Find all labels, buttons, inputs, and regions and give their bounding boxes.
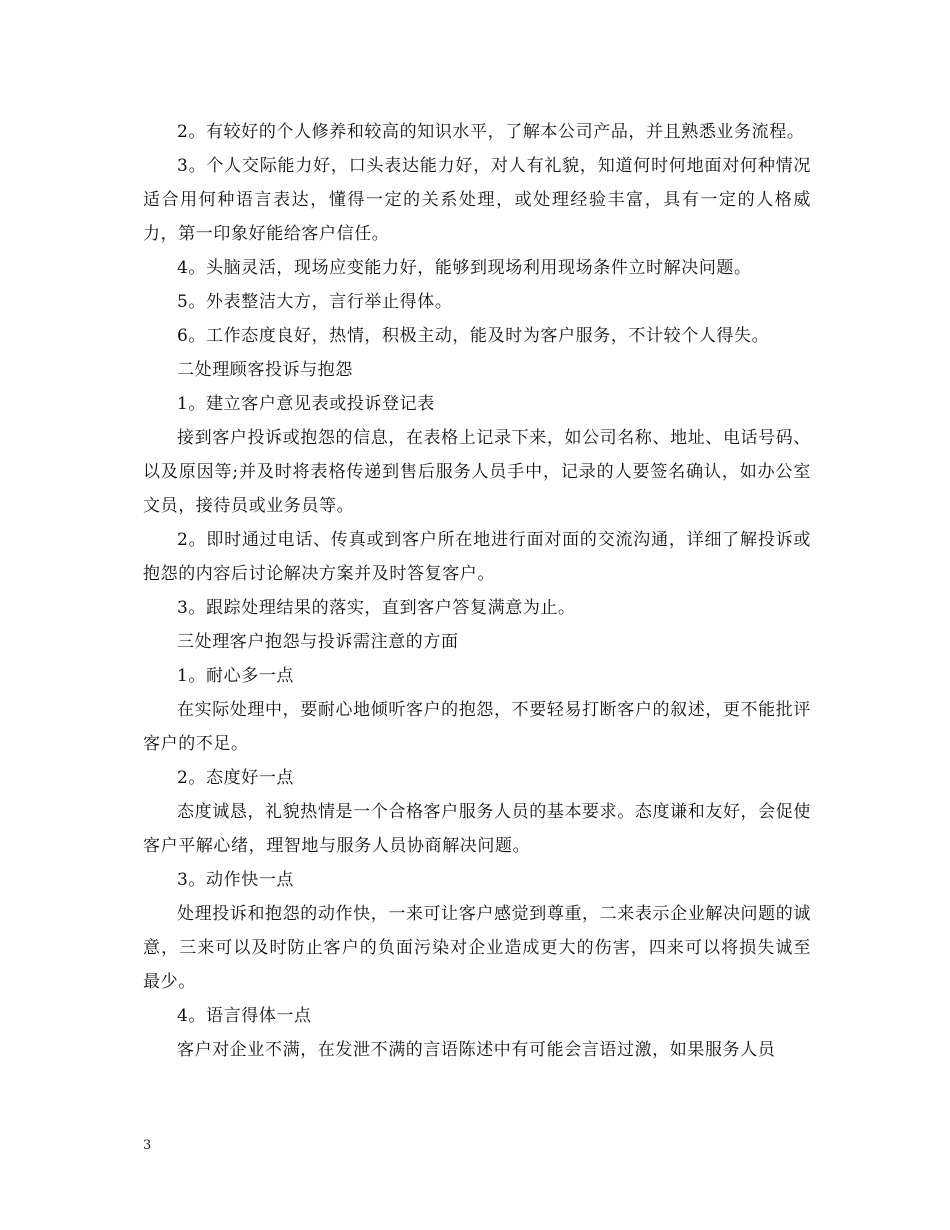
paragraph: 态度诚恳，礼貌热情是一个合格客户服务人员的基本要求。态度谦和友好，会促使客户平解心绪，理智地与服务人员协商解决问题。 <box>143 802 811 856</box>
subsection-heading: 1。耐心多一点 <box>177 666 295 686</box>
paragraph: 2。即时通过电话、传真或到客户所在地进行面对面的交流沟通，详细了解投诉或抱怨的内容后讨论解决方案并及时答复客户。 <box>143 530 811 584</box>
subsection-heading: 2。态度好一点 <box>177 768 295 788</box>
paragraph: 3。个人交际能力好，口头表达能力好，对人有礼貌，知道何时何地面对何种情况适合用何种语言表达，懂得一定的关系处理，或处理经验丰富，具有一定的人格威力，第一印象好能给客户信任。 <box>143 156 811 244</box>
paragraph: 在实际处理中，要耐心地倾听客户的抱怨，不要轻易打断客户的叙述，更不能批评客户的不足。 <box>143 700 811 754</box>
paragraph: 5。外表整洁大方，言行举止得体。 <box>177 292 453 312</box>
document-body <box>143 115 811 1067</box>
paragraph: 客户对企业不满，在发泄不满的言语陈述中有可能会言语过激，如果服务人员 <box>177 1040 776 1060</box>
section-heading: 三处理客户抱怨与投诉需注意的方面 <box>177 632 459 652</box>
subsection-heading: 1。建立客户意见表或投诉登记表 <box>177 394 435 414</box>
paragraph: 处理投诉和抱怨的动作快，一来可让客户感觉到尊重，二来表示企业解决问题的诚意，三来可以及时防止客户的负面污染对企业造成更大的伤害，四来可以将损失诚至最少。 <box>143 904 811 992</box>
subsection-heading: 4。语言得体一点 <box>177 1006 312 1026</box>
paragraph: 6。工作态度良好，热情，积极主动，能及时为客户服务，不计较个人得失。 <box>177 326 770 346</box>
section-heading: 二处理顾客投诉与抱怨 <box>177 360 353 380</box>
paragraph: 3。跟踪处理结果的落实，直到客户答复满意为止。 <box>177 598 576 618</box>
page-number: 3 <box>143 1138 152 1153</box>
paragraph: 接到客户投诉或抱怨的信息，在表格上记录下来，如公司名称、地址、电话号码、以及原因等;并及时将表格传递到售后服务人员手中，记录的人要签名确认，如办公室文员，接待员或业务员等。 <box>143 428 811 516</box>
subsection-heading: 3。动作快一点 <box>177 870 295 890</box>
paragraph: 4。头脑灵活，现场应变能力好，能够到现场利用现场条件立时解决问题。 <box>177 258 752 278</box>
paragraph: 2。有较好的个人修养和较高的知识水平，了解本公司产品，并且熟悉业务流程。 <box>177 122 805 142</box>
